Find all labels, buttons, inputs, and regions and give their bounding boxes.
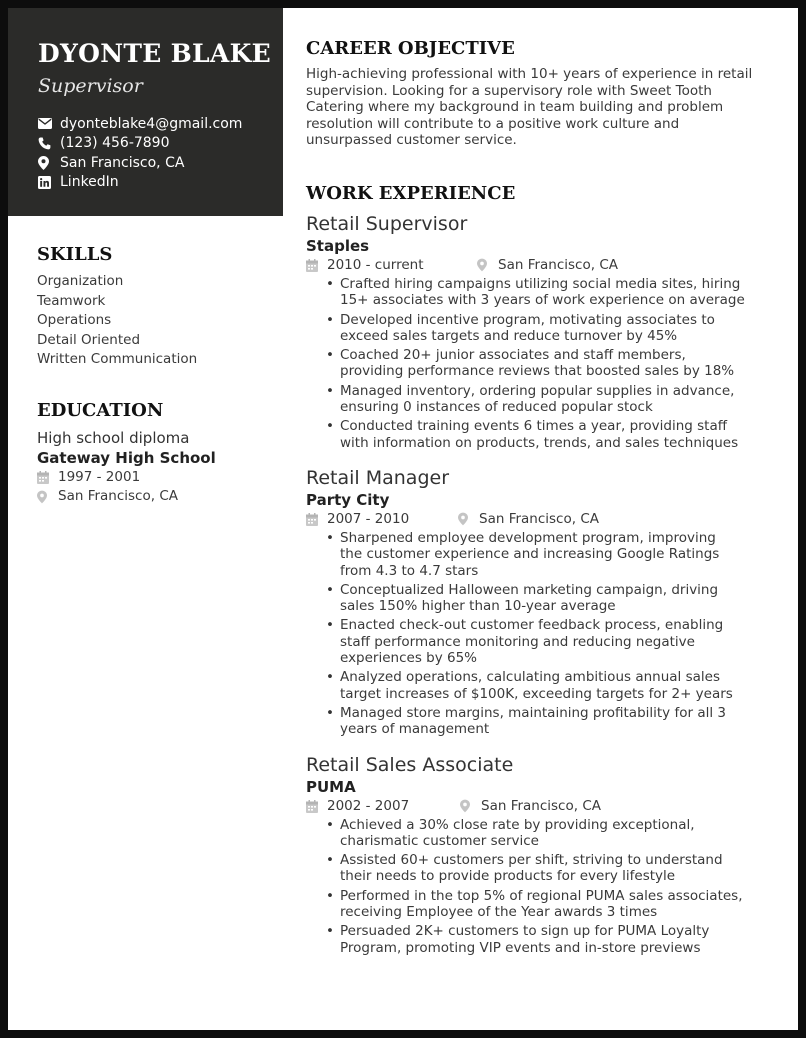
calendar-icon — [306, 800, 327, 813]
job-entry — [306, 213, 776, 451]
candidate-name: DYONTE BLAKE — [38, 39, 272, 68]
objective-line: unsurpassed customer service. — [306, 132, 517, 149]
job-bullet-line: with information on products, trends, and sales techniques — [340, 434, 739, 451]
job-bullet-line: • Crafted hiring campaigns utilizing social media sites, hiring — [340, 275, 741, 292]
contact-location — [38, 153, 283, 173]
job-bullet-line: receiving Employee of the Year awards 3 times — [340, 903, 658, 920]
job-bullet-line: years of management — [340, 721, 490, 738]
map-pin-icon — [38, 156, 60, 170]
job-bullet-line: • Managed inventory, ordering popular supplies in advance, — [340, 382, 735, 399]
job-location: San Francisco, CA — [481, 798, 601, 814]
job-bullet — [326, 669, 776, 702]
skill-item: Written Communication — [37, 351, 198, 367]
job-bullet-line: • Developed incentive program, motivating associates to — [340, 311, 715, 328]
job-bullet — [326, 923, 776, 956]
objective-line: Catering where my background in team building and problem — [306, 99, 724, 116]
job-bullet-line: 15+ associates with 3 years of work experience on average — [340, 292, 745, 309]
job-title: Retail Supervisor — [306, 212, 468, 235]
job-bullet-line: staff performance monitoring and reducing negative — [340, 633, 695, 650]
envelope-icon — [38, 118, 60, 129]
skill-list — [37, 272, 277, 370]
job-bullet-line: • Managed store margins, maintaining profitability for all 3 — [340, 704, 726, 721]
contact-phone-text: (123) 456-7890 — [60, 135, 170, 152]
contact-list — [38, 114, 283, 192]
left-column — [37, 216, 277, 507]
job-bullet-line: • Conducted training events 6 times a year, providing staff — [340, 418, 728, 435]
contact-linkedin-text: LinkedIn — [60, 174, 119, 191]
job-bullet — [326, 276, 776, 309]
job-bullet-line: • Performed in the top 5% of regional PUMA sales associates, — [340, 887, 743, 904]
education-dates-text: 1997 - 2001 — [58, 468, 141, 485]
job-bullet — [326, 617, 776, 666]
job-bullet-line: • Achieved a 30% close rate by providing exceptional, — [340, 816, 695, 833]
job-dates: 2007 - 2010 — [327, 511, 410, 528]
job-title: Retail Sales Associate — [306, 753, 514, 776]
job-bullet-line: their needs to provide products for every lifestyle — [340, 868, 676, 885]
job-company: Staples — [306, 236, 370, 255]
job-bullets — [326, 530, 776, 738]
job-meta — [306, 797, 776, 816]
job-bullet — [326, 383, 776, 416]
education-location — [37, 487, 277, 507]
job-bullet-line: experiences by 65% — [340, 650, 478, 667]
job-location: San Francisco, CA — [498, 257, 618, 274]
job-bullet-line: target increases of $100K, exceeding targets for 2+ years — [340, 685, 733, 702]
job-bullet — [326, 418, 776, 451]
job-company: PUMA — [306, 777, 356, 796]
job-bullet-line: sales 150% higher than 10-year average — [340, 598, 616, 615]
job-entry — [306, 754, 776, 956]
job-bullet — [326, 582, 776, 615]
job-bullet-line: charismatic customer service — [340, 832, 539, 849]
contact-linkedin[interactable] — [38, 173, 283, 193]
job-meta — [306, 510, 776, 529]
job-bullet-line: from 4.3 to 4.7 stars — [340, 562, 479, 579]
job-meta — [306, 256, 776, 275]
objective-text — [306, 66, 776, 149]
skill-item: Teamwork — [37, 292, 106, 309]
map-pin-icon — [458, 512, 479, 526]
job-entry — [306, 467, 776, 738]
contact-email[interactable] — [38, 114, 283, 134]
resume-page — [8, 8, 798, 1030]
calendar-icon — [306, 259, 327, 272]
map-pin-icon — [477, 258, 498, 272]
candidate-role: Supervisor — [38, 75, 143, 97]
job-bullet — [326, 530, 776, 579]
job-bullet — [326, 312, 776, 345]
objective-line: resolution will contribute to a positive work culture and — [306, 115, 680, 132]
skill-item: Organization — [37, 273, 124, 289]
calendar-icon — [306, 513, 327, 526]
job-dates: 2002 - 2007 — [327, 798, 410, 814]
job-bullet — [326, 852, 776, 885]
education-school: Gateway High School — [37, 448, 216, 467]
map-pin-icon — [37, 490, 58, 504]
job-bullet — [326, 817, 776, 850]
job-bullet-line: • Enacted check-out customer feedback process, enabling — [340, 617, 724, 634]
objective-line: supervision. Looking for a supervisory role with Sweet Tooth — [306, 82, 712, 99]
job-bullet — [326, 705, 776, 738]
job-bullet-line: Program, promoting VIP events and in-store previews — [340, 939, 701, 956]
linkedin-icon — [38, 176, 60, 189]
calendar-icon — [37, 471, 58, 484]
job-title: Retail Manager — [306, 466, 450, 489]
education-location-text: San Francisco, CA — [58, 488, 178, 504]
work-section — [306, 183, 776, 956]
map-pin-icon — [460, 799, 481, 813]
job-bullet — [326, 347, 776, 380]
education-section — [37, 400, 277, 507]
phone-icon — [38, 137, 60, 150]
contact-location-text: San Francisco, CA — [60, 154, 185, 171]
skills-title: SKILLS — [37, 244, 113, 265]
skill-item: Operations — [37, 312, 112, 328]
job-bullet-line: • Coached 20+ junior associates and staff members, — [340, 347, 686, 364]
job-bullet-line: ensuring 0 instances of reduced popular stock — [340, 399, 653, 416]
job-bullet-line: providing performance reviews that boosted sales by 18% — [340, 363, 735, 380]
contact-email-text: dyonteblake4@gmail.com — [60, 115, 243, 132]
job-bullet-line: • Analyzed operations, calculating ambitious annual sales — [340, 669, 720, 686]
skills-section — [37, 244, 277, 370]
job-bullet-line: exceed sales targets and reduce turnover by 45% — [340, 327, 678, 344]
job-company: Party City — [306, 490, 390, 509]
header-box — [8, 8, 283, 216]
education-degree: High school diploma — [37, 428, 190, 447]
education-title: EDUCATION — [37, 399, 164, 421]
job-bullet-line: • Assisted 60+ customers per shift, striving to understand — [340, 852, 723, 869]
right-column — [306, 38, 776, 959]
job-bullets — [326, 276, 776, 451]
objective-section — [306, 38, 776, 149]
job-bullet-line: • Persuaded 2K+ customers to sign up for PUMA Loyalty — [340, 923, 710, 940]
job-dates: 2010 - current — [327, 257, 424, 274]
job-bullet-line: • Conceptualized Halloween marketing campaign, driving — [340, 581, 719, 598]
objective-line: High-achieving professional with 10+ years of experience in retail — [306, 66, 753, 82]
job-bullet-line: • Sharpened employee development program, improving — [340, 529, 716, 546]
education-dates — [37, 468, 277, 488]
job-bullets — [326, 817, 776, 956]
objective-title: CAREER OBJECTIVE — [306, 38, 515, 59]
job-bullet-line: the customer experience and increasing Google Ratings — [340, 546, 720, 563]
skill-item: Detail Oriented — [37, 331, 141, 348]
job-location: San Francisco, CA — [479, 511, 599, 528]
work-title: WORK EXPERIENCE — [306, 182, 516, 204]
job-bullet — [326, 888, 776, 921]
contact-phone[interactable] — [38, 134, 283, 154]
